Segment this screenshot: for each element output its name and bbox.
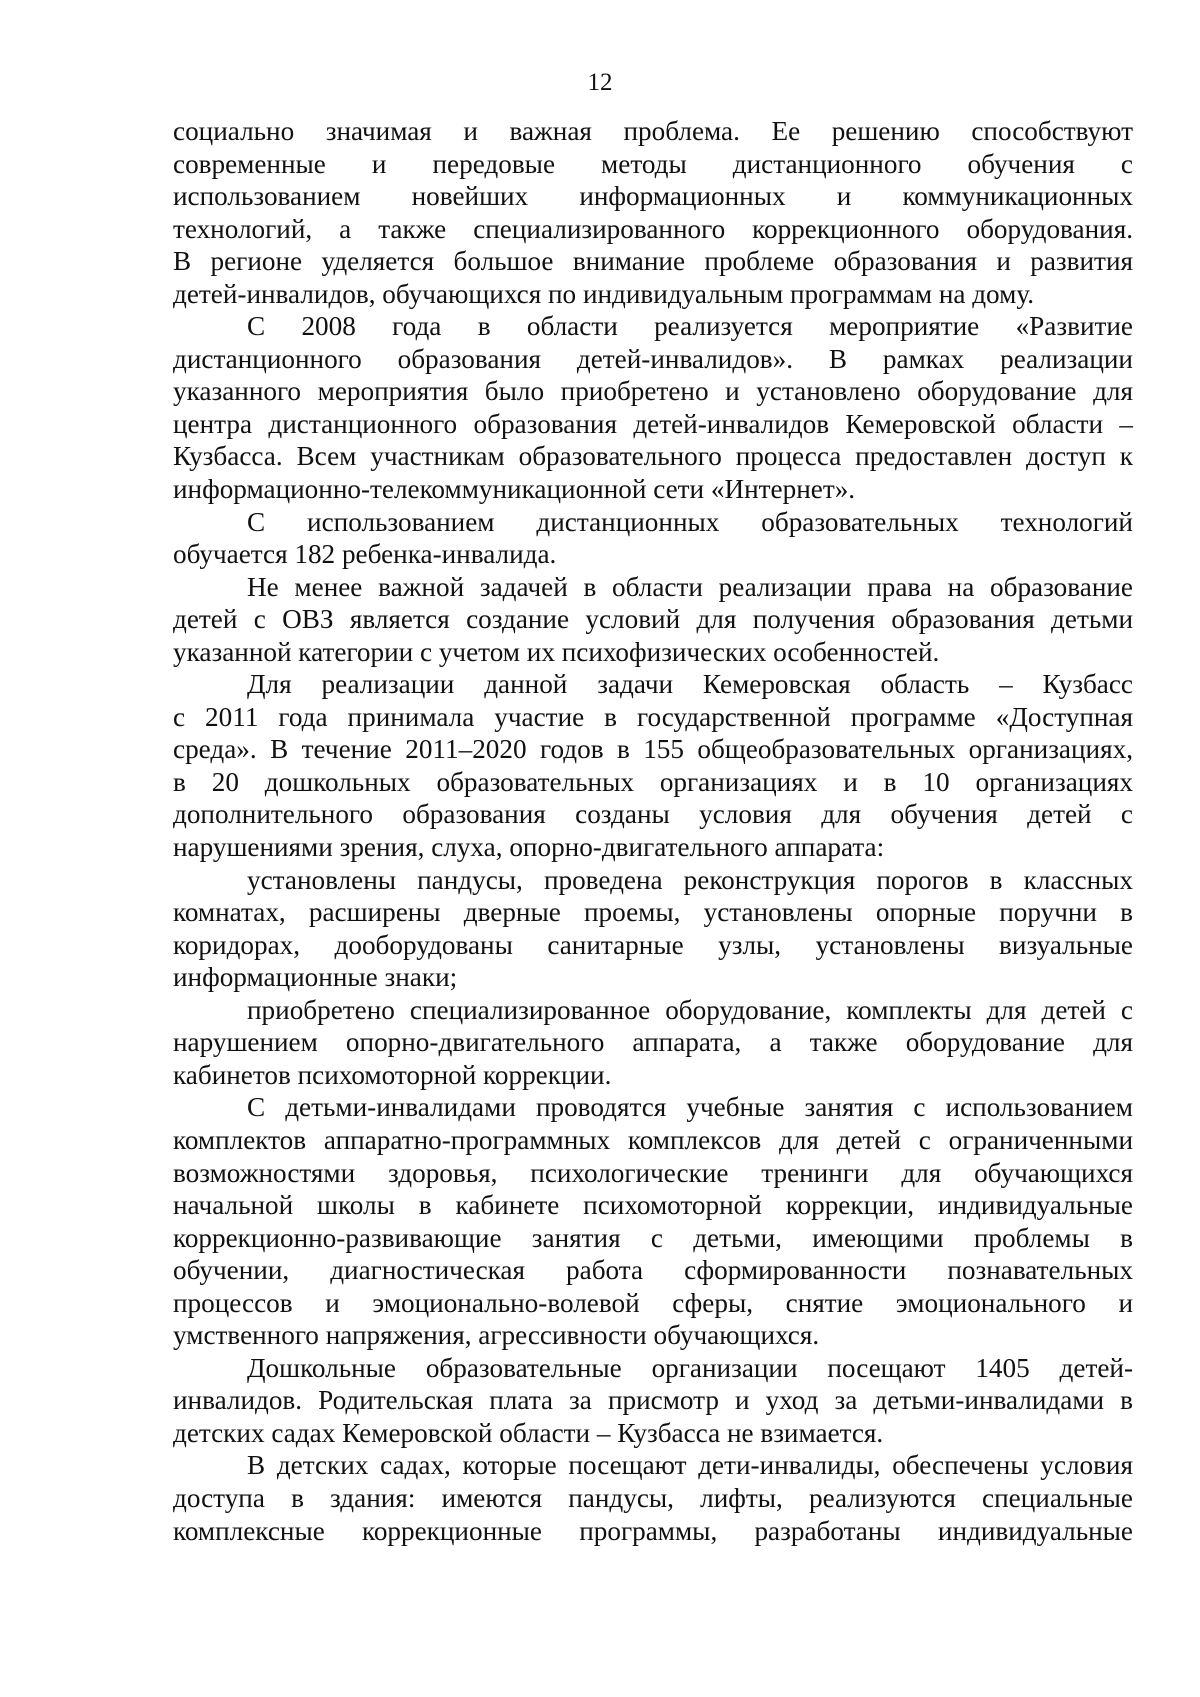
paragraph (173, 571, 1133, 669)
text-line: нарушениями зрения, слуха, опорно-двигательного аппарата: (173, 832, 885, 863)
text-line: информационные знаки; (173, 962, 458, 993)
paragraph (173, 864, 1133, 994)
text-line: комплектов аппаратно-программных комплексов для детей с ограниченными (173, 1124, 1133, 1155)
paragraph (173, 1449, 1133, 1547)
text-line: в 20 дошкольных образовательных организациях и в 10 организациях (173, 766, 1133, 797)
text-line: использованием новейших информационных и коммуникационных (173, 181, 1133, 212)
text-line: технологий, а также специализированного коррекционного оборудования. (173, 213, 1133, 244)
paragraph (173, 1352, 1133, 1450)
text-line: указанного мероприятия было приобретено и установлено оборудование для (173, 376, 1133, 407)
text-line: комплексные коррекционные программы, разработаны индивидуальные (173, 1515, 1133, 1546)
page-number: 12 (587, 69, 613, 96)
text-line: Для реализации данной задачи Кемеровская область – Кузбасс (247, 669, 1133, 700)
text-line: с 2011 года принимала участие в государственной программе «Доступная (173, 701, 1133, 732)
text-line: начальной школы в кабинете психомоторной коррекции, индивидуальные (173, 1190, 1133, 1221)
text-line: С 2008 года в области реализуется мероприятие «Развитие (247, 311, 1133, 342)
text-line: приобретено специализированное оборудование, комплекты для детей с (247, 994, 1133, 1025)
text-line: коридорах, дооборудованы санитарные узлы, установлены визуальные (173, 929, 1133, 960)
text-line: доступа в здания: имеются пандусы, лифты, реализуются специальные (173, 1482, 1133, 1513)
text-line: социально значимая и важная проблема. Ее решению способствуют (173, 116, 1133, 146)
paragraph (173, 994, 1133, 1092)
text-line: дистанционного образования детей-инвалидов». В рамках реализации (173, 343, 1133, 374)
text-line: Дошкольные образовательные организации посещают 1405 детей- (247, 1352, 1133, 1383)
paragraph (173, 115, 1133, 310)
text-line: кабинетов психомоторной коррекции. (173, 1059, 612, 1090)
text-line: детских садах Кемеровской области – Кузбасса не взимается. (173, 1417, 884, 1448)
paragraph (173, 668, 1133, 863)
text-line: умственного напряжения, агрессивности обучающихся. (173, 1320, 820, 1351)
text-line: указанной категории с учетом их психофизических особенностей. (173, 636, 940, 667)
text-line: дополнительного образования созданы условия для обучения детей с (173, 799, 1133, 830)
text-line: установлены пандусы, проведена реконструкция порогов в классных (247, 864, 1133, 895)
text-line: информационно-телекоммуникационной сети «Интернет». (173, 474, 856, 505)
paragraph (173, 310, 1133, 505)
text-line: Не менее важной задачей в области реализации права на образование (247, 571, 1133, 602)
text-line: С детьми-инвалидами проводятся учебные занятия с использованием (247, 1092, 1133, 1123)
paragraph (173, 1091, 1133, 1351)
paragraph (173, 506, 1133, 571)
text-line: современные и передовые методы дистанционного обучения с (173, 148, 1133, 179)
text-line: детей с ОВЗ является создание условий для получения образования детьми (173, 604, 1133, 635)
text-line: комнатах, расширены дверные проемы, установлены опорные поручни в (173, 897, 1133, 928)
text-line: нарушением опорно-двигательного аппарата, а также оборудование для (173, 1027, 1133, 1058)
text-line: обучении, диагностическая работа сформированности познавательных (173, 1255, 1133, 1286)
text-line: инвалидов. Родительская плата за присмотр и уход за детьми-инвалидами в (173, 1385, 1133, 1416)
text-line: центра дистанционного образования детей-инвалидов Кемеровской области – (173, 408, 1133, 439)
text-line: Кузбасса. Всем участникам образовательного процесса предоставлен доступ к (173, 441, 1133, 472)
text-line: возможностями здоровья, психологические тренинги для обучающихся (173, 1157, 1133, 1188)
text-line: С использованием дистанционных образовательных технологий (247, 506, 1133, 537)
text-line: В детских садах, которые посещают дети-инвалиды, обеспечены условия (247, 1450, 1133, 1481)
text-line: детей-инвалидов, обучающихся по индивидуальным программам на дому. (173, 278, 1035, 309)
document-body (173, 115, 1133, 1547)
text-line: процессов и эмоционально-волевой сферы, снятие эмоционального и (173, 1287, 1133, 1318)
text-line: обучается 182 ребенка-инвалида. (173, 539, 557, 570)
text-line: коррекционно-развивающие занятия с детьми, имеющими проблемы в (173, 1222, 1133, 1253)
text-line: среда». В течение 2011–2020 годов в 155 общеобразовательных организациях, (173, 734, 1133, 765)
text-line: В регионе уделяется большое внимание проблеме образования и развития (173, 246, 1133, 277)
